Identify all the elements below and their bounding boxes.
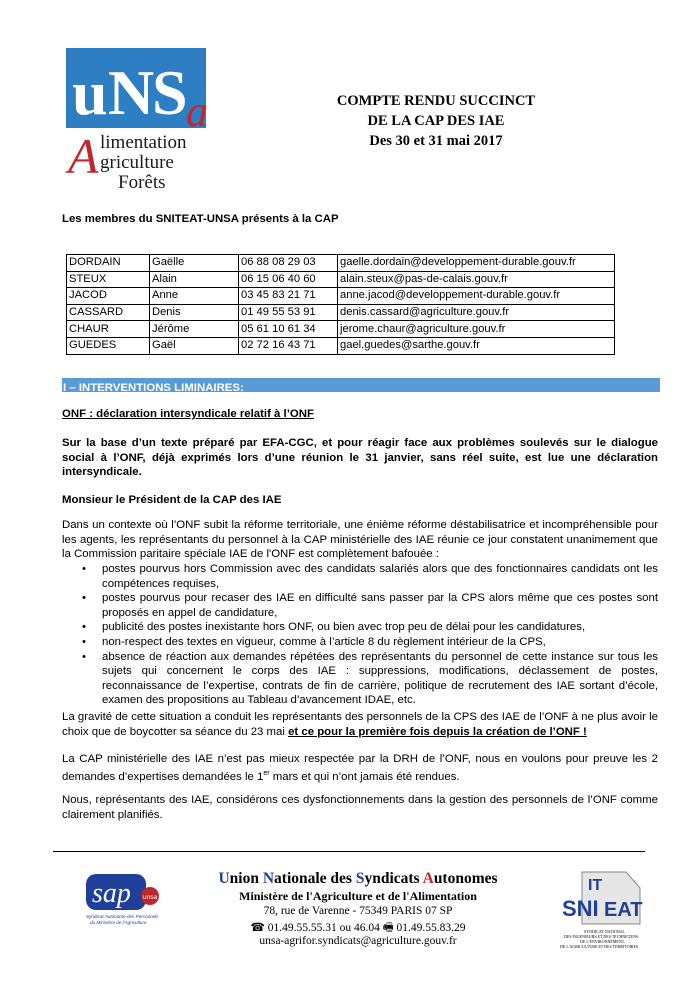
phone-icon: ☎	[250, 922, 265, 934]
org-part-1: nion	[229, 870, 263, 887]
svg-text:Forêts: Forêts	[118, 172, 166, 193]
members-table-body	[67, 255, 615, 355]
onf-subheading: ONF : déclaration intersyndicale relatif à l’ONF	[62, 408, 314, 420]
svg-text:IT: IT	[588, 877, 603, 894]
member-row	[67, 271, 615, 288]
svg-text:griculture: griculture	[100, 152, 174, 173]
sniteat-logo-graphic	[556, 866, 656, 958]
bullet-icon: •	[82, 650, 86, 663]
addressee: Monsieur le Président de la CAP des IAE	[62, 494, 282, 506]
org-part-4: utonomes	[433, 870, 498, 887]
title-line-1: COMPTE RENDU SUCCINCT	[336, 93, 536, 109]
member-email[interactable]: jerome.chaur@agriculture.gouv.fr	[338, 321, 615, 338]
svg-text:S: S	[152, 57, 188, 128]
member-last-name: JACOD	[67, 288, 150, 305]
member-first-name: Gaëlle	[150, 255, 239, 272]
footer-address: 78, rue de Varenne - 75349 PARIS 07 SP	[263, 905, 453, 917]
sniteat-logo	[556, 866, 656, 958]
member-email[interactable]: denis.cassard@agriculture.gouv.fr	[338, 304, 615, 321]
sap-logo	[84, 870, 166, 930]
member-last-name: GUEDES	[67, 337, 150, 354]
footer-phone: 01.49.55.55.31 ou 46.04	[267, 922, 380, 934]
member-row	[67, 337, 615, 354]
grievance-text: non-respect des textes en vigueur, comme à l’article 8 du règlement intérieur de la CPS,	[102, 635, 546, 648]
member-first-name: Jérôme	[150, 321, 239, 338]
member-row	[67, 321, 615, 338]
grievance-text: absence de réaction aux demandes répétées des représentants du personnel de cette instance sur tous les sujets qui concernent le corps des IAE : suppressions, modifications, déclassement de postes, reconnaissance de l’expertise, contrats de fin de carrière, politique de recrutement des IAE sortant d’école, examen des propositions au Tableau d’avancement IDAE, etc.	[102, 650, 658, 707]
member-phone: 03 45 83 21 71	[239, 288, 338, 305]
paragraph-3-sup: er	[263, 769, 270, 777]
intro-paragraph: Sur la base d’un texte préparé par EFA-CGC, et pour réagir face aux problèmes soulevés sur le dialogue social à l’ONF, déjà exprimés lors d’une réunion le 31 janvier, sans réel suite, est lue une déclaration intersyndicale.	[62, 437, 658, 479]
member-phone: 02 72 16 43 71	[239, 337, 338, 354]
footer-org-name	[158, 870, 558, 888]
paragraph-3	[62, 752, 658, 784]
grievance-list	[62, 562, 658, 708]
member-last-name: CHAUR	[67, 321, 150, 338]
svg-text:DE L'AGRICULTURE ET DES TERRIT: DE L'AGRICULTURE ET DES TERRITOIRES	[560, 944, 639, 949]
paragraph-2-emphasis: et ce pour la première fois depuis la création de l’ONF !	[288, 725, 587, 738]
section-heading-bar	[62, 378, 660, 392]
org-letter-n: N	[262, 870, 275, 887]
member-phone: 05 61 10 61 34	[239, 321, 338, 338]
bullet-icon: •	[82, 592, 86, 605]
members-heading: Les membres du SNITEAT-UNSA présents à la CAP	[62, 213, 339, 225]
svg-text:du Ministère de l'Agriculture: du Ministère de l'Agriculture	[90, 920, 147, 925]
footer-divider	[53, 851, 645, 852]
svg-text:Syndicat Autonome des Personne: Syndicat Autonome des Personnels	[86, 914, 159, 919]
svg-text:a: a	[186, 87, 208, 136]
member-row	[67, 255, 615, 272]
svg-text:SNI: SNI	[562, 896, 599, 921]
grievance-item	[62, 591, 658, 620]
bullet-icon: •	[82, 635, 86, 648]
section-heading: I – INTERVENTIONS LIMINAIRES:	[63, 382, 244, 394]
svg-text:u: u	[72, 57, 108, 128]
bullet-icon: •	[82, 621, 86, 634]
org-letter-s: S	[355, 870, 365, 887]
paragraph-3-text: La CAP ministérielle des IAE n’est pas mieux respectée par la DRH de l’ONF, nous en voulons pour preuve les 2 demandes d’expertises demandées le 1	[62, 753, 658, 783]
footer-fax: 01.49.55.83.29	[396, 922, 466, 934]
grievance-item	[62, 562, 658, 591]
member-email[interactable]: gael.guedes@sarthe.gouv.fr	[338, 337, 615, 354]
svg-text:unsa: unsa	[143, 894, 158, 901]
paragraph-1: Dans un contexte où l’ONF subit la réforme territoriale, une énième réforme déstabilisatrice et incompréhensible pour les agents, les représentants du personnel à la CAP ministérielle des IAE réunie ce jour constatent unanimement que la Commission paritaire spéciale IAE de l'ONF est complètement bafouée :	[62, 519, 658, 561]
svg-text:N: N	[108, 57, 155, 128]
svg-text:DE L'ENVIRONNEMENT,: DE L'ENVIRONNEMENT,	[580, 939, 625, 944]
svg-text:sap: sap	[92, 878, 131, 909]
member-row	[67, 304, 615, 321]
org-part-2: ationale des	[274, 870, 356, 887]
svg-text:A: A	[68, 128, 99, 184]
grievance-text: publicité des postes inexistante hors ONF, ou bien avec trop peu de délai pour les candidatures,	[102, 621, 586, 634]
svg-text:SYNDICAT NATIONAL: SYNDICAT NATIONAL	[584, 929, 625, 934]
svg-text:limentation: limentation	[100, 132, 187, 153]
member-last-name: DORDAIN	[67, 255, 150, 272]
grievance-item	[62, 635, 658, 650]
unsa-logo	[62, 48, 232, 198]
sap-logo-graphic	[84, 870, 166, 930]
member-last-name: CASSARD	[67, 304, 150, 321]
org-part-3: yndicats	[364, 870, 423, 887]
paragraph-2	[62, 710, 658, 739]
org-letter-u: U	[218, 870, 230, 887]
member-row	[67, 288, 615, 305]
member-first-name: Anne	[150, 288, 239, 305]
svg-text:DES INGENIEURS ET DES TECHNICI: DES INGENIEURS ET DES TECHNICIENS	[564, 934, 639, 939]
grievance-item	[62, 650, 658, 708]
member-phone: 06 15 06 40 60	[239, 271, 338, 288]
member-last-name: STEUX	[67, 271, 150, 288]
member-email[interactable]: anne.jacod@developpement-durable.gouv.fr	[338, 288, 615, 305]
footer-email[interactable]: unsa-agrifor.syndicats@agriculture.gouv.fr	[259, 935, 457, 947]
unsa-logo-graphic	[62, 48, 232, 198]
member-first-name: Denis	[150, 304, 239, 321]
member-phone: 06 88 08 29 03	[239, 255, 338, 272]
org-letter-a: A	[422, 870, 434, 887]
grievance-item	[62, 620, 658, 635]
member-phone: 01 49 55 53 91	[239, 304, 338, 321]
fax-icon: 🖷	[382, 922, 394, 934]
bullet-icon: •	[82, 563, 86, 575]
grievance-text: postes pourvus pour recaser des IAE en difficulté sans passer par la CPS alors même que ces postes sont proposés en appel de candidature,	[102, 592, 658, 619]
member-email[interactable]: alain.steux@pas-de-calais.gouv.fr	[338, 271, 615, 288]
paragraph-3-end: mars et qui n’ont jamais été rendues.	[269, 770, 460, 783]
member-email[interactable]: gaelle.dordain@developpement-durable.gouv.fr	[338, 255, 615, 272]
title-line-2: DE LA CAP DES IAE	[367, 113, 505, 129]
paragraph-4: Nous, représentants des IAE, considérons ces dysfonctionnements dans la gestion des personnels de l’ONF comme clairement planifiés.	[62, 794, 658, 821]
member-first-name: Gaël	[150, 337, 239, 354]
grievance-text: postes pourvus hors Commission avec des candidats salariés alors que des fonctionnaires candidats ont les compétences requises,	[102, 563, 658, 590]
svg-text:EAT: EAT	[604, 899, 643, 921]
title-line-3: Des 30 et 31 mai 2017	[369, 133, 503, 149]
footer-ministry: Ministère de l'Agriculture et de l'Alimentation	[239, 889, 477, 903]
member-first-name: Alain	[150, 271, 239, 288]
paragraph-2-text: La gravité de cette situation a conduit les représentants des personnels de la CPS des IAE de l’ONF à ne plus avoir le choix que de boycotter sa séance du 23 mai	[62, 711, 658, 738]
members-table	[66, 254, 615, 355]
